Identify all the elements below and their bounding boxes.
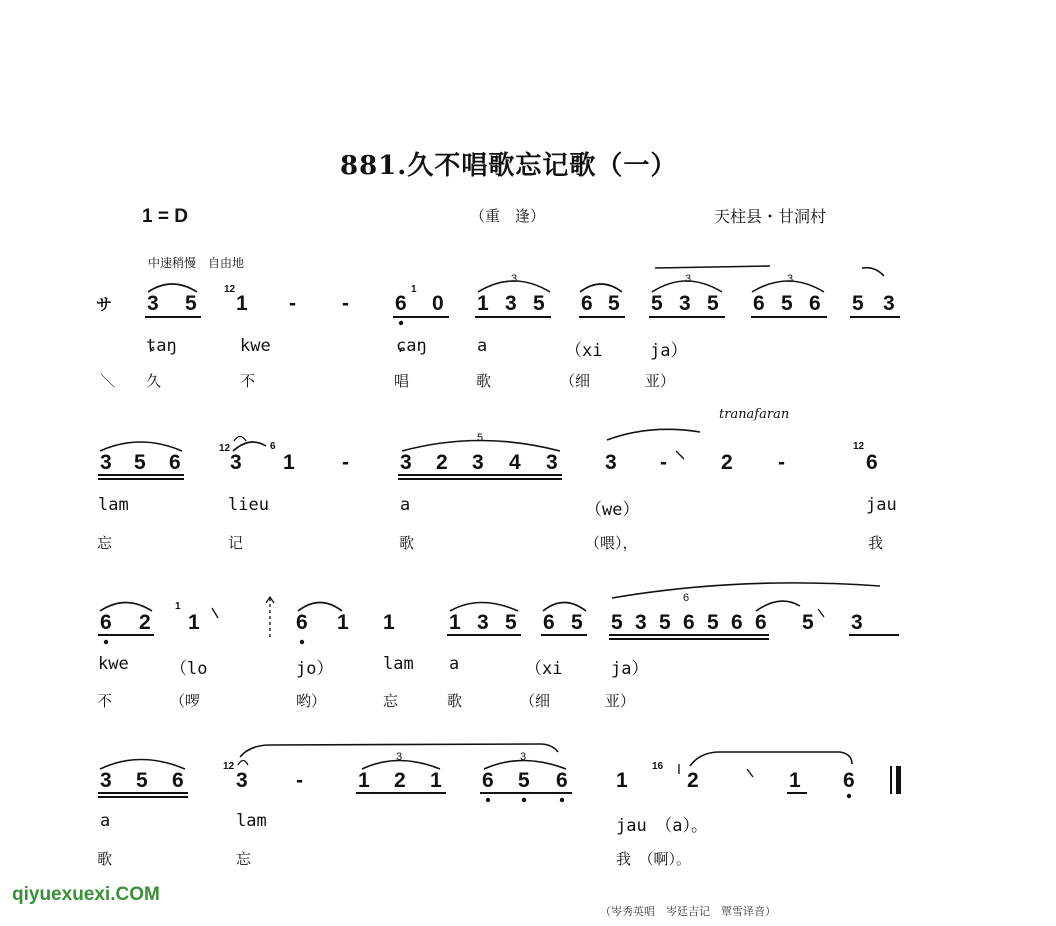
note: 1: [383, 611, 395, 634]
note: 5: [505, 611, 517, 634]
note: 5: [659, 611, 671, 634]
note: 6: [556, 769, 568, 792]
lyric-chinese: 亚）: [605, 692, 636, 710]
slur: [478, 281, 550, 292]
grace-note: 12: [853, 441, 865, 452]
note: 1: [358, 769, 370, 792]
note: 6: [543, 611, 555, 634]
tuplet-number: 6: [683, 592, 690, 604]
tuplet-number: 3: [396, 751, 403, 763]
genre-label: （重 逢）: [470, 207, 546, 225]
lyric-romanized: lam: [383, 654, 414, 674]
note: 6: [172, 769, 184, 792]
tuplet-number: 3: [787, 273, 794, 285]
ornament-annotation: tranafaran: [719, 407, 790, 422]
lyric-romanized: jau （a）。: [616, 816, 708, 836]
note: 5: [707, 611, 719, 634]
note: 5: [571, 611, 583, 634]
lyric-romanized: lam: [98, 495, 129, 515]
lyric-romanized: （xi: [525, 659, 563, 679]
tuplet-number: 5: [477, 432, 484, 444]
breath-mark: [676, 451, 684, 459]
lyric-chinese: 歌: [476, 372, 492, 390]
grace-note: 1: [175, 601, 181, 612]
fermata-mark: [238, 761, 248, 766]
note: 3: [100, 769, 112, 792]
dash: -: [296, 769, 303, 792]
grace-note: 12: [219, 443, 231, 454]
note: 3: [883, 292, 895, 315]
note: 1: [616, 769, 628, 792]
note: 3: [236, 769, 248, 792]
lyric-chinese: 记: [228, 534, 244, 552]
lyric-chinese: ＼: [100, 372, 116, 390]
slur: [752, 281, 824, 292]
note: 2: [721, 451, 733, 474]
lyric-chinese: 不: [97, 692, 113, 710]
lyric-chinese: 歌: [447, 692, 463, 710]
lyric-chinese: 久: [146, 372, 162, 390]
watermark: [12, 884, 160, 906]
lyric-chinese: 亚）: [645, 372, 676, 390]
note: 6: [100, 611, 112, 634]
note: 5: [611, 611, 623, 634]
lyric-romanized: （we）: [585, 500, 640, 520]
lyric-chinese: 哟）: [296, 692, 327, 710]
slur: [862, 268, 884, 276]
note: 3: [679, 292, 691, 315]
note: 4: [509, 451, 521, 474]
note: 6: [809, 292, 821, 315]
note: 3: [505, 292, 517, 315]
lyric-chinese: 唱: [394, 372, 410, 390]
slur: [484, 761, 566, 770]
tuplet-number: 3: [511, 273, 518, 285]
slur: [240, 744, 558, 757]
place-label: 天柱县・甘洞村: [714, 207, 827, 226]
slur: [690, 752, 852, 766]
free-tempo-mark: サ: [96, 297, 113, 314]
lyric-chinese: 忘: [236, 850, 252, 868]
grace-note: 12: [224, 284, 236, 295]
octave-dot: [300, 640, 304, 644]
slur: [543, 603, 586, 612]
lyric-chinese: 我: [868, 534, 884, 552]
lyric-romanized: a: [100, 811, 111, 831]
note: 3: [605, 451, 617, 474]
slur: [100, 442, 182, 451]
note: 3: [546, 451, 558, 474]
octave-dot: [847, 794, 851, 798]
note: 5: [533, 292, 545, 315]
note: 2: [687, 769, 699, 792]
lyric-romanized: （lo: [170, 659, 208, 679]
note: 6: [169, 451, 181, 474]
lyric-romanized: a: [449, 654, 460, 674]
note: 1: [789, 769, 801, 792]
watermark-text: qiyuexuexi.COM: [12, 884, 160, 905]
note: 3: [851, 611, 863, 634]
lyric-chinese: （啰: [170, 692, 201, 710]
dash: -: [342, 451, 349, 474]
note: 6: [581, 292, 593, 315]
dash: -: [289, 292, 296, 315]
octave-dot: [399, 321, 403, 325]
note: 2: [436, 451, 448, 474]
note: 2: [139, 611, 151, 634]
lyric-romanized: （xi: [565, 341, 603, 361]
lyric-chinese: （细: [560, 372, 591, 390]
note: 6: [395, 292, 407, 315]
slur: [652, 281, 722, 292]
lyric-chinese: 歌: [97, 850, 113, 868]
tempo-marking: 中速稍慢 自由地: [148, 256, 245, 270]
lyric-chinese: （喂），: [585, 534, 638, 552]
note: 3: [147, 292, 159, 315]
grace-note: 1: [411, 284, 417, 295]
note: 6: [753, 292, 765, 315]
note: 1: [449, 611, 461, 634]
tuplet-number: 3: [520, 751, 527, 763]
note: 3: [100, 451, 112, 474]
lyric-romanized: kwe: [98, 654, 129, 674]
slur: [100, 760, 185, 770]
lyric-romanized: a: [477, 336, 488, 356]
note: 3: [635, 611, 647, 634]
note: 5: [518, 769, 530, 792]
note: 1: [188, 611, 200, 634]
note: 1: [236, 292, 248, 315]
lyric-romanized: ɕaŋ: [396, 336, 427, 356]
key-signature: 1 = D: [142, 206, 188, 227]
octave-dot: [560, 798, 564, 802]
breath-mark: [818, 609, 824, 617]
slur: [607, 429, 700, 440]
dash: -: [660, 451, 667, 474]
fermata-mark: [234, 437, 246, 442]
slur: [402, 441, 560, 452]
note: 6: [843, 769, 855, 792]
lyric-chinese: （细: [520, 692, 551, 710]
note: 6: [683, 611, 695, 634]
lyric-chinese: 歌: [399, 534, 415, 552]
note: 5: [651, 292, 663, 315]
note: 2: [394, 769, 406, 792]
note: 1: [283, 451, 295, 474]
dash: -: [778, 451, 785, 474]
slur: [298, 603, 342, 612]
octave-dot: [486, 798, 490, 802]
lyric-chinese: 我 （啊）。: [616, 850, 692, 868]
note: 5: [852, 292, 864, 315]
note: 6: [482, 769, 494, 792]
note: 6: [296, 611, 308, 634]
slur: [580, 284, 622, 292]
note: 5: [185, 292, 197, 315]
note: 3: [477, 611, 489, 634]
slur: [756, 601, 800, 611]
note: 5: [608, 292, 620, 315]
note: 5: [707, 292, 719, 315]
lyric-romanized: lieu: [228, 495, 269, 515]
lyric-romanized: lam: [236, 811, 267, 831]
credits-footer: （岑秀英唱 岑廷吉记 覃雪译音）: [600, 905, 776, 918]
note: 5: [136, 769, 148, 792]
grace-note: 6: [270, 441, 276, 452]
lyric-romanized: ja）: [650, 341, 688, 361]
note: 6: [731, 611, 743, 634]
lyric-chinese: 忘: [97, 534, 113, 552]
note: 0: [432, 292, 444, 315]
grace-note: 12: [223, 761, 235, 772]
note: 1: [430, 769, 442, 792]
breath-mark: [747, 769, 753, 777]
note: 1: [477, 292, 489, 315]
note: 5: [802, 611, 814, 634]
note: 5: [134, 451, 146, 474]
breath-mark: [212, 608, 218, 618]
note: 6: [755, 611, 767, 634]
slur: [100, 603, 152, 612]
lyric-romanized: kwe: [240, 336, 271, 356]
lyric-romanized: jo）: [296, 659, 334, 679]
note: 3: [230, 451, 242, 474]
slur: [148, 284, 197, 292]
lyric-romanized: jau: [866, 495, 897, 515]
lyric-chinese: 不: [240, 372, 256, 390]
note: 1: [337, 611, 349, 634]
note: 5: [781, 292, 793, 315]
slur: [612, 583, 880, 598]
lyric-romanized: a: [400, 495, 411, 515]
long-slur-line: [655, 266, 770, 268]
slur: [450, 603, 518, 612]
octave-dot: [104, 640, 108, 644]
note: 3: [400, 451, 412, 474]
tuplet-number: 3: [685, 273, 692, 285]
slur: [233, 442, 266, 451]
note: 6: [866, 451, 878, 474]
page-title: 881.久不唱歌忘记歌（一）: [340, 151, 678, 181]
note: 3: [472, 451, 484, 474]
lyric-romanized: ja）: [611, 659, 649, 679]
grace-note: 16: [652, 761, 664, 772]
dash: -: [342, 292, 349, 315]
slur: [362, 761, 440, 770]
lyric-romanized: ȶaŋ: [146, 336, 177, 356]
octave-dot: [522, 798, 526, 802]
lyric-chinese: 忘: [383, 692, 399, 710]
